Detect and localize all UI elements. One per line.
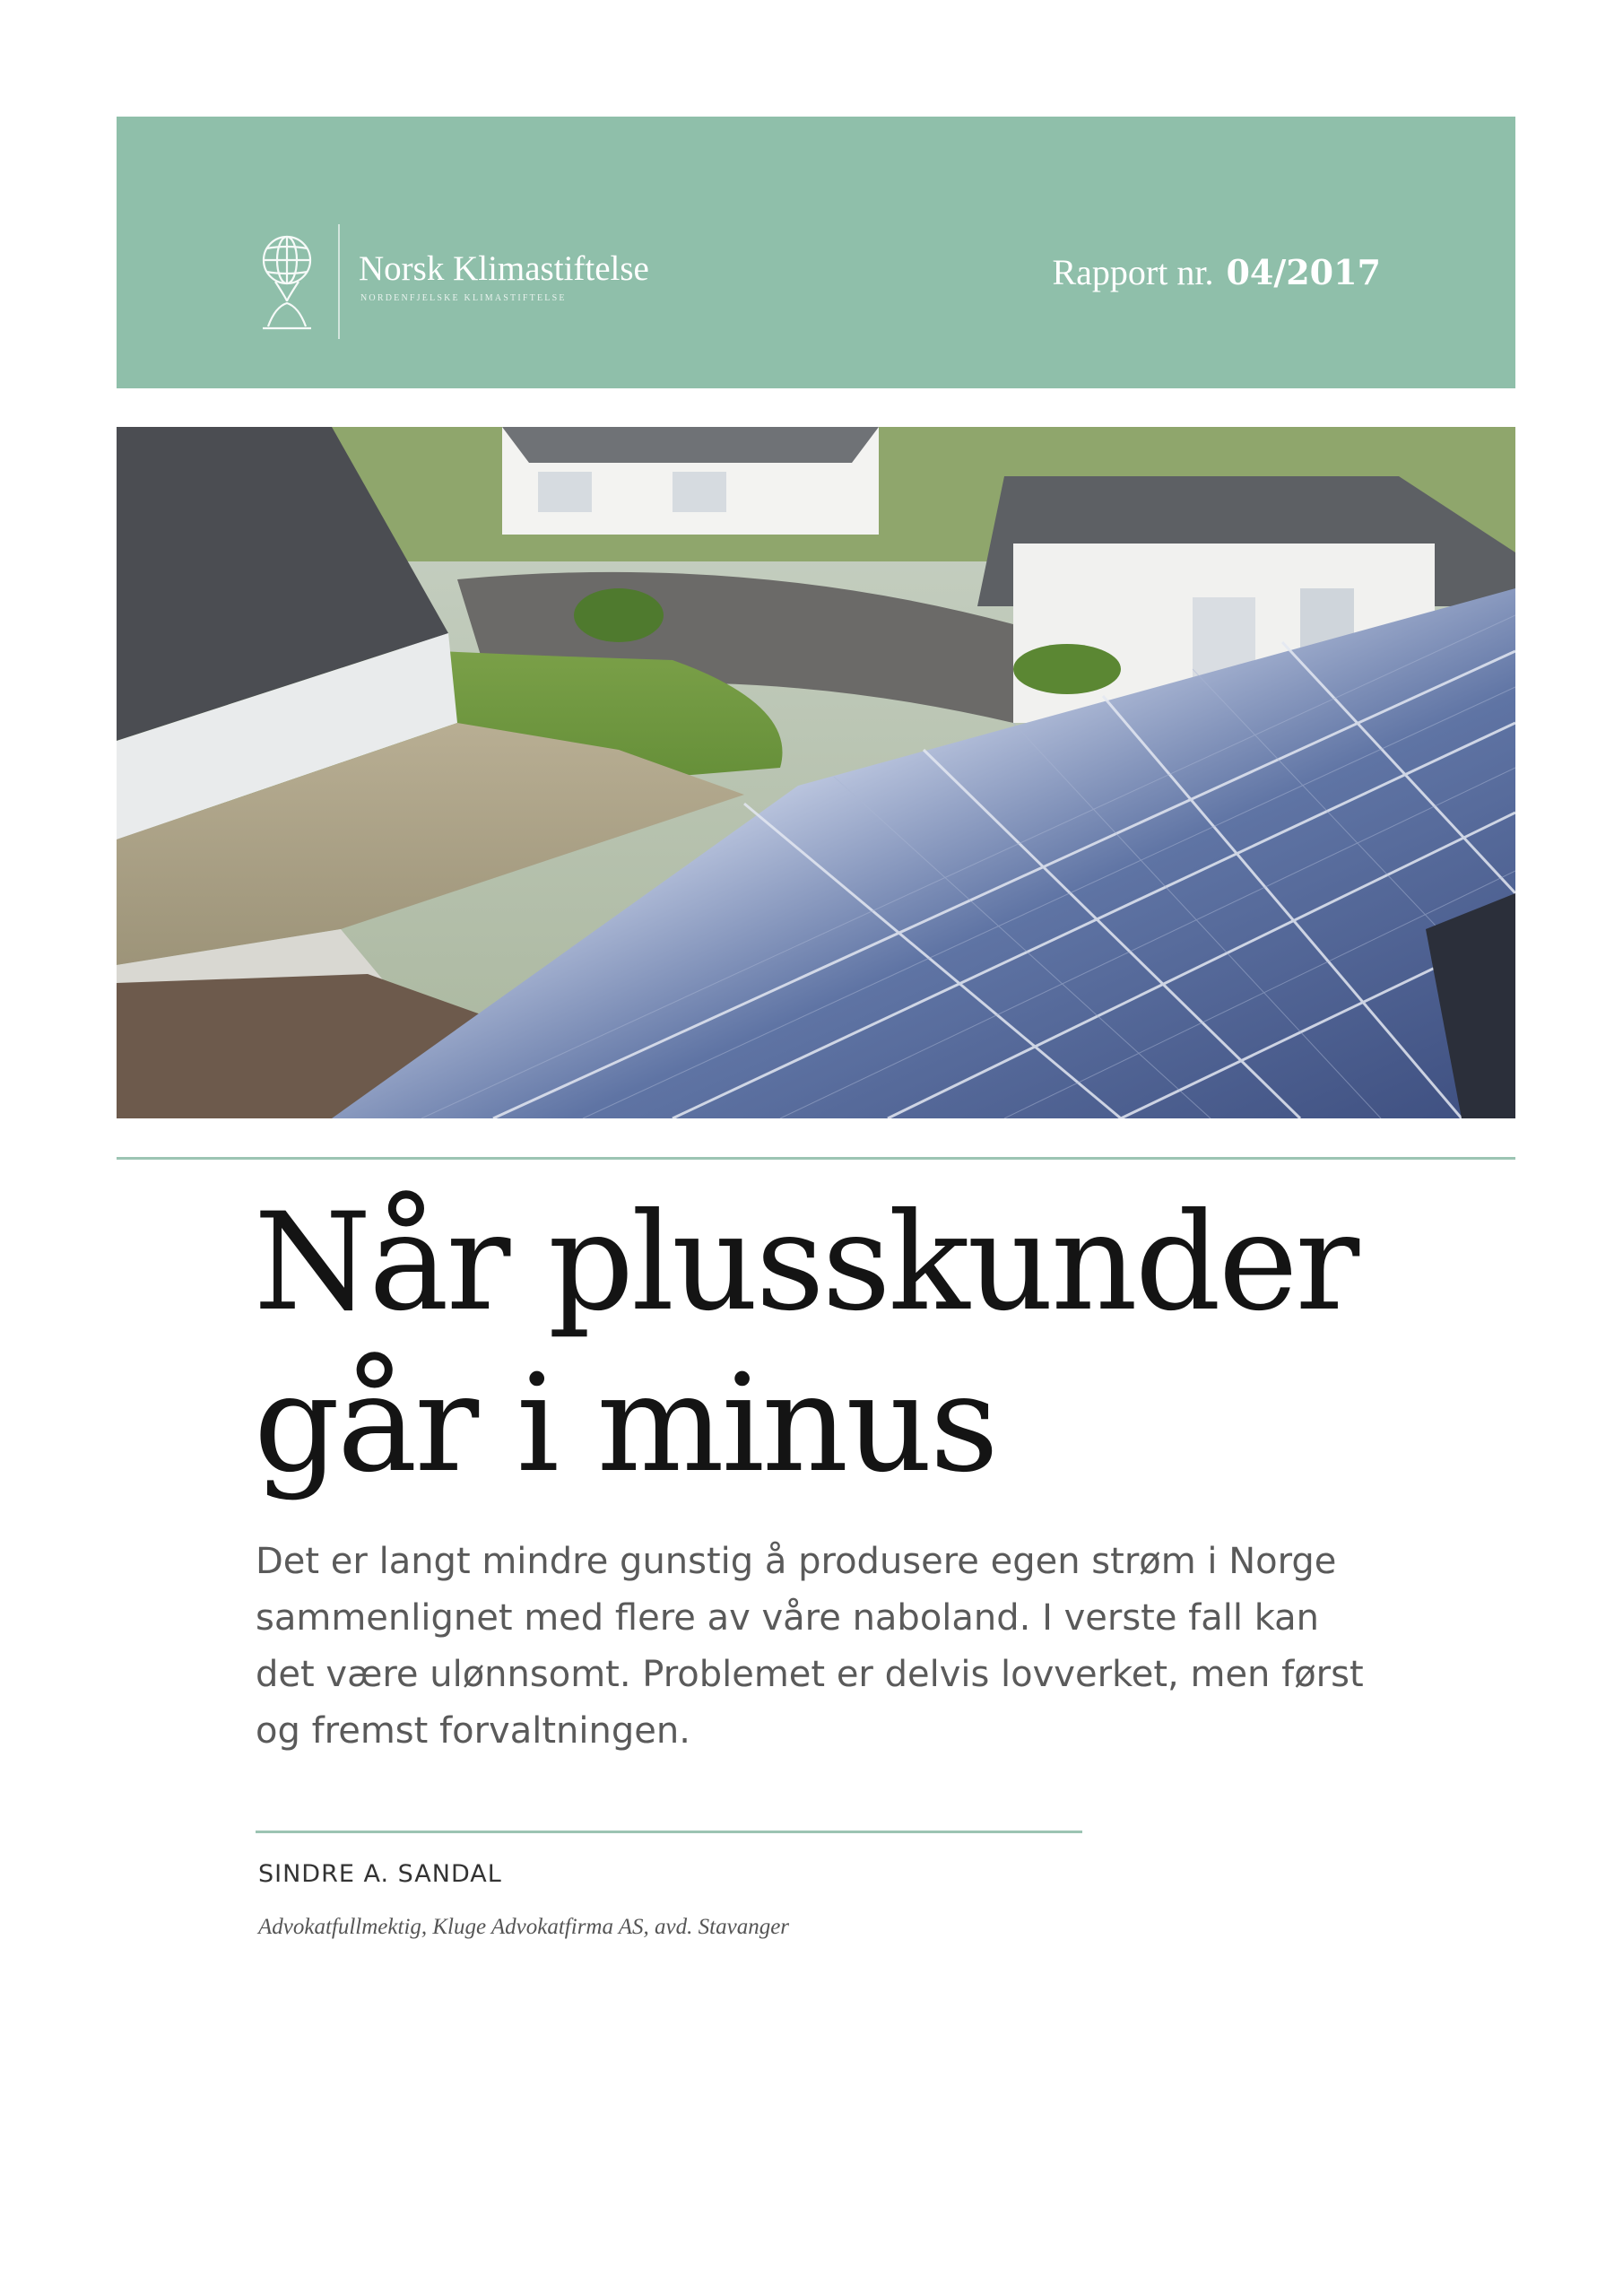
author-affiliation: Advokatfullmektig, Kluge Advokatfirma AS, avd. Stavanger xyxy=(258,1915,790,1939)
solar-roof-illustration xyxy=(117,427,1515,1118)
report-number xyxy=(1052,251,1381,293)
author-name: SINDRE A. SANDAL xyxy=(258,1860,502,1888)
lede-line-3: det være ulønnsomt. Problemet er delvis lovverket, men først xyxy=(256,1654,1364,1695)
logo-divider xyxy=(338,224,340,339)
title-line-1: Når plusskunder xyxy=(254,1185,1358,1341)
report-label: Rapport nr. xyxy=(1052,252,1214,292)
page-title xyxy=(254,1182,1419,1505)
header-band xyxy=(117,117,1515,388)
globe-hourglass-logo-icon xyxy=(256,224,318,341)
top-divider xyxy=(117,1157,1515,1160)
organization-tagline: NORDENFJELSKE KLIMASTIFTELSE xyxy=(360,293,567,303)
organization-name: Norsk Klimastiftelse xyxy=(359,249,649,288)
lede-line-4: og fremst forvaltningen. xyxy=(256,1710,690,1752)
author-divider xyxy=(256,1831,1082,1833)
report-number-value: 04/2017 xyxy=(1226,252,1381,292)
title-line-2: går i minus xyxy=(254,1346,996,1502)
cover-photo xyxy=(117,427,1515,1118)
lede-line-2: sammenlignet med flere av våre naboland. I verste fall kan xyxy=(256,1597,1320,1639)
lede-paragraph xyxy=(256,1534,1385,1760)
lede-line-1: Det er langt mindre gunstig å produsere egen strøm i Norge xyxy=(256,1541,1337,1582)
